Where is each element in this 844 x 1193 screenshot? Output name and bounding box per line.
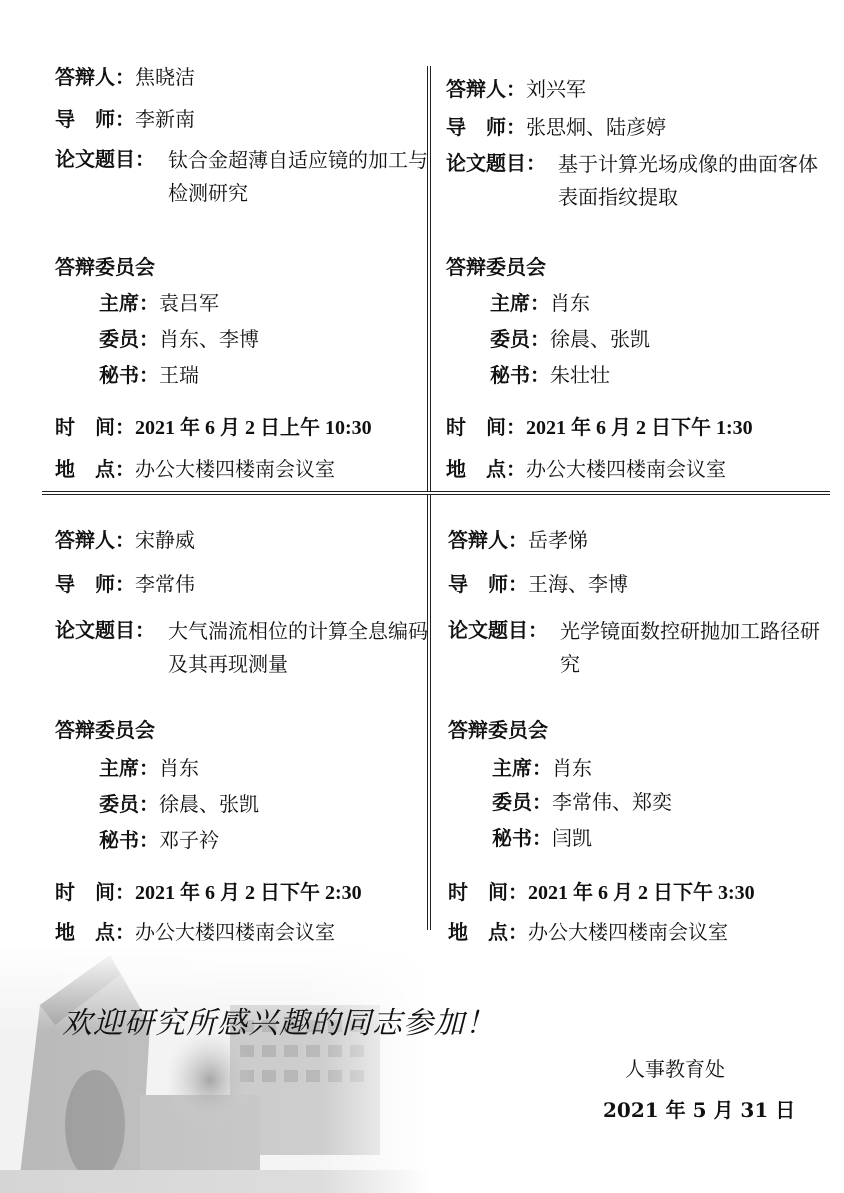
secretary-label: 秘书：: [490, 363, 550, 387]
advisor-row: [446, 112, 666, 142]
chair-label: 主席：: [490, 291, 550, 315]
secretary-name: 朱壮壮: [550, 363, 610, 387]
place-label: 地 点：: [446, 457, 526, 481]
members-row: [492, 787, 672, 817]
advisor-name: 李新南: [135, 107, 195, 131]
title-row: [446, 148, 546, 178]
chair-row: [99, 753, 199, 783]
time-label: 时 间：: [55, 415, 135, 439]
title-label: 论文题目：: [446, 151, 546, 175]
secretary-row: [490, 360, 610, 390]
chair-label: 主席：: [99, 291, 159, 315]
secretary-name: 闫凯: [552, 826, 592, 850]
chair-row: [490, 288, 590, 318]
place-value: 办公大楼四楼南会议室: [135, 920, 335, 944]
candidate-name: 岳孝悌: [528, 528, 588, 552]
candidate-label: 答辩人：: [55, 65, 135, 89]
place-row: [55, 917, 335, 947]
advisor-name: 李常伟: [135, 572, 195, 596]
title-label: 论文题目：: [55, 147, 155, 171]
members-names: 徐晨、张凯: [550, 327, 650, 351]
members-label: 委员：: [99, 792, 159, 816]
advisor-label: 导 师：: [446, 115, 526, 139]
title-row: [55, 615, 155, 645]
candidate-label: 答辩人：: [55, 528, 135, 552]
members-label: 委员：: [99, 327, 159, 351]
members-names: 徐晨、张凯: [159, 792, 259, 816]
committee-heading-row: [448, 715, 548, 745]
place-value: 办公大楼四楼南会议室: [528, 920, 728, 944]
secretary-row: [492, 823, 592, 853]
members-label: 委员：: [490, 327, 550, 351]
committee-heading-row: [55, 715, 155, 745]
time-value: 2021 年 6 月 2 日下午 3:30: [528, 882, 755, 904]
time-label: 时 间：: [448, 880, 528, 904]
place-value: 办公大楼四楼南会议室: [526, 457, 726, 481]
members-row: [99, 789, 259, 819]
committee-heading-row: [55, 252, 155, 282]
committee-heading-row: [446, 252, 546, 282]
candidate-name: 焦晓洁: [135, 65, 195, 89]
candidate-label: 答辩人：: [446, 77, 526, 101]
defense-block-1: [55, 62, 445, 522]
thesis-title: 钛合金超薄自适应镜的加工与检测研究: [168, 148, 428, 205]
defense-block-2: [446, 74, 836, 534]
advisor-row: [55, 104, 195, 134]
time-row: [55, 877, 362, 908]
chair-label: 主席：: [99, 756, 159, 780]
defense-block-3: [55, 525, 445, 985]
committee-heading: 答辩委员会: [448, 718, 548, 742]
committee-heading: 答辩委员会: [55, 718, 155, 742]
title-row: [55, 144, 155, 174]
place-label: 地 点：: [55, 457, 135, 481]
advisor-label: 导 师：: [55, 572, 135, 596]
time-row: [446, 412, 753, 443]
secretary-row: [99, 360, 199, 390]
candidate-row: [55, 525, 195, 555]
time-value: 2021 年 6 月 2 日上午 10:30: [135, 417, 372, 439]
members-label: 委员：: [492, 790, 552, 814]
place-label: 地 点：: [448, 920, 528, 944]
place-label: 地 点：: [55, 920, 135, 944]
chair-name: 肖东: [159, 756, 199, 780]
chair-name: 肖东: [552, 756, 592, 780]
advisor-name: 张思炯、陆彦婷: [526, 115, 666, 139]
advisor-row: [55, 569, 195, 599]
members-names: 肖东、李博: [159, 327, 259, 351]
chair-row: [492, 753, 592, 783]
candidate-label: 答辩人：: [448, 528, 528, 552]
advisor-name: 王海、李博: [528, 572, 628, 596]
issue-date: 2021 年 5 月 31 日: [603, 1098, 796, 1122]
time-value: 2021 年 6 月 2 日下午 1:30: [526, 417, 753, 439]
place-row: [448, 917, 728, 947]
thesis-title: 大气湍流相位的计算全息编码及其再现测量: [168, 619, 428, 676]
time-value: 2021 年 6 月 2 日下午 2:30: [135, 882, 362, 904]
advisor-label: 导 师：: [55, 107, 135, 131]
secretary-label: 秘书：: [99, 363, 159, 387]
place-row: [446, 454, 726, 484]
time-row: [448, 877, 755, 908]
candidate-row: [448, 525, 588, 555]
secretary-row: [99, 825, 219, 855]
issuing-office: 人事教育处: [625, 1057, 725, 1081]
secretary-label: 秘书：: [492, 826, 552, 850]
time-label: 时 间：: [446, 415, 526, 439]
building-photo: [0, 945, 430, 1193]
candidate-row: [446, 74, 586, 104]
chair-label: 主席：: [492, 756, 552, 780]
candidate-name: 宋静威: [135, 528, 195, 552]
welcome-message: 欢迎研究所感兴趣的同志参加！: [62, 1006, 496, 1041]
time-label: 时 间：: [55, 880, 135, 904]
title-row: [448, 615, 548, 645]
secretary-name: 邓子衿: [159, 828, 219, 852]
time-row: [55, 412, 372, 443]
secretary-label: 秘书：: [99, 828, 159, 852]
members-names: 李常伟、郑奕: [552, 790, 672, 814]
chair-name: 袁吕军: [159, 291, 219, 315]
defense-block-4: [448, 525, 838, 985]
advisor-row: [448, 569, 628, 599]
committee-heading: 答辩委员会: [55, 255, 155, 279]
place-value: 办公大楼四楼南会议室: [135, 457, 335, 481]
candidate-name: 刘兴军: [526, 77, 586, 101]
title-label: 论文题目：: [448, 618, 548, 642]
members-row: [99, 324, 259, 354]
members-row: [490, 324, 650, 354]
committee-heading: 答辩委员会: [446, 255, 546, 279]
secretary-name: 王瑞: [159, 363, 199, 387]
place-row: [55, 454, 335, 484]
advisor-label: 导 师：: [448, 572, 528, 596]
chair-name: 肖东: [550, 291, 590, 315]
title-label: 论文题目：: [55, 618, 155, 642]
chair-row: [99, 288, 219, 318]
candidate-row: [55, 62, 195, 92]
thesis-title: 光学镜面数控研抛加工路径研究: [560, 619, 820, 676]
thesis-title: 基于计算光场成像的曲面客体表面指纹提取: [558, 152, 818, 209]
